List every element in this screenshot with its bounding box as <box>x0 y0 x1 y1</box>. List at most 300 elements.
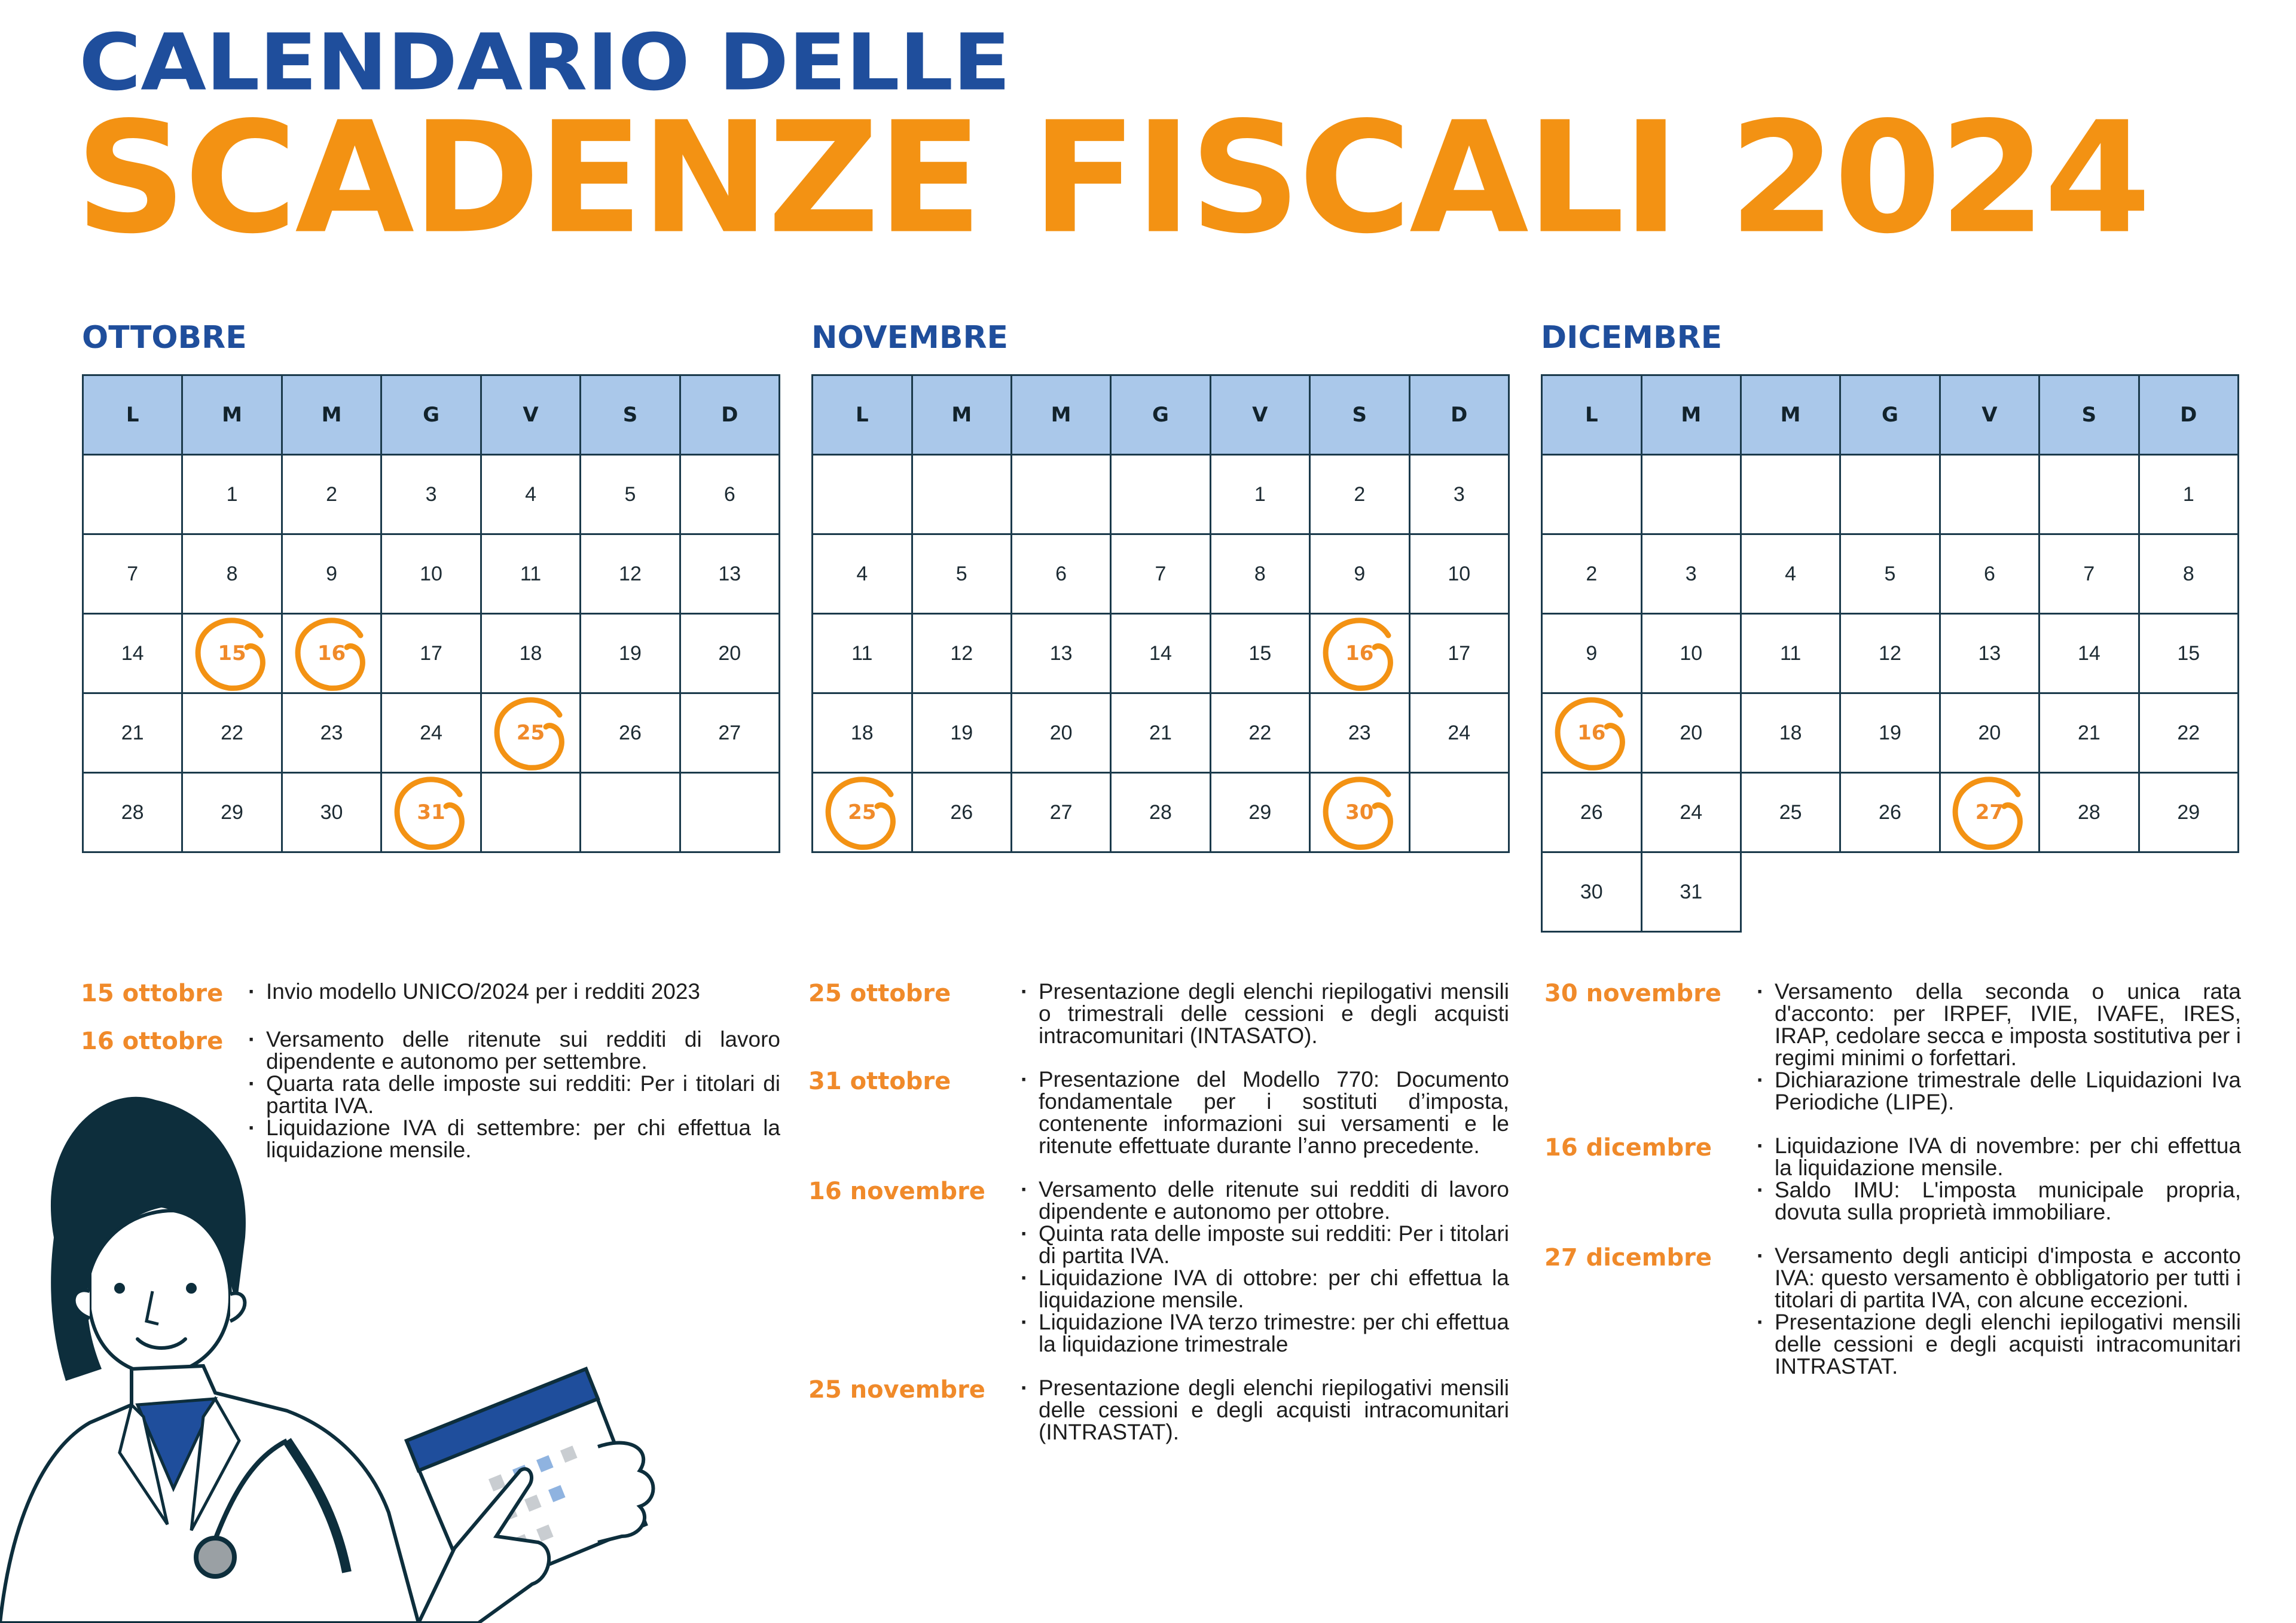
day-number: 29 <box>221 800 243 824</box>
day-number: 25 <box>516 721 545 745</box>
day-cell <box>1210 534 1309 614</box>
day-number: 13 <box>1049 641 1073 665</box>
day-cell <box>680 773 779 852</box>
day-cell <box>1111 455 1210 534</box>
day-number: 3 <box>1685 562 1697 585</box>
day-number: 28 <box>121 800 144 824</box>
day-cell <box>1741 455 1840 534</box>
day-cell-deadline <box>1940 773 2039 852</box>
day-cell <box>1011 773 1110 852</box>
day-cell <box>1940 614 2039 693</box>
day-number: 20 <box>1049 721 1073 744</box>
weekday-header: M <box>182 375 282 455</box>
deadline-date: 25 ottobre <box>808 980 951 1007</box>
weekday-header: D <box>1409 375 1509 455</box>
day-number: 21 <box>121 721 144 744</box>
deadline-date: 30 novembre <box>1544 980 1721 1007</box>
weekday-header: L <box>813 375 912 455</box>
day-number: 16 <box>1345 641 1374 665</box>
deadline-date: 25 novembre <box>808 1376 985 1404</box>
day-number: 7 <box>2083 562 2095 585</box>
deadline-item: · Presentazione degli elenchi riepilogativi mensili o trimestrali delle cessioni e degli acquisti intracomunitari (INTASATO). <box>1021 980 1509 1047</box>
month-grid <box>811 374 1510 853</box>
day-cell <box>83 614 182 693</box>
day-cell <box>481 614 581 693</box>
day-number: 30 <box>1580 880 1603 903</box>
day-number: 20 <box>1978 721 2001 744</box>
deadline-item: · Dichiarazione trimestrale delle Liquidazioni Iva Periodiche (LIPE). <box>1757 1069 2241 1113</box>
day-number: 14 <box>2077 641 2100 665</box>
day-number: 10 <box>1680 641 1703 665</box>
week-row <box>83 693 780 773</box>
day-cell <box>912 614 1011 693</box>
day-number: 31 <box>417 800 445 824</box>
day-number: 6 <box>1055 562 1067 585</box>
day-number: 20 <box>718 641 741 665</box>
deadline-items <box>1757 1135 2241 1223</box>
day-cell <box>2039 455 2139 534</box>
deadline-date: 16 dicembre <box>1544 1134 1712 1162</box>
day-cell <box>1641 852 1741 932</box>
day-cell <box>581 773 680 852</box>
day-cell <box>581 455 680 534</box>
day-number: 13 <box>718 562 741 585</box>
day-cell <box>1542 455 1642 534</box>
day-number: 12 <box>1879 641 1901 665</box>
day-number: 24 <box>1680 800 1703 824</box>
week-row <box>1542 773 2239 852</box>
day-cell-deadline <box>182 614 282 693</box>
title-line-2: SCADENZE FISCALI 2024 <box>75 88 2149 268</box>
day-number: 17 <box>420 641 442 665</box>
day-cell <box>381 693 481 773</box>
day-number: 24 <box>1448 721 1471 744</box>
day-number: 27 <box>1049 800 1073 824</box>
day-number: 1 <box>2182 482 2194 506</box>
day-cell <box>1542 614 1642 693</box>
day-cell <box>1741 614 1840 693</box>
day-number: 19 <box>950 721 973 744</box>
weekday-header: V <box>1210 375 1309 455</box>
day-cell <box>680 693 779 773</box>
day-number: 22 <box>221 721 243 744</box>
day-cell <box>1409 693 1509 773</box>
day-cell <box>2039 614 2139 693</box>
weekday-header: G <box>381 375 481 455</box>
deadline-item: · Versamento degli anticipi d'imposta e acconto IVA: questo versamento è obbligatorio per tutti i titolari di partita IVA, con alcune eccezioni. <box>1757 1245 2241 1311</box>
week-row <box>1542 534 2239 614</box>
day-cell <box>1641 614 1741 693</box>
weekday-header: M <box>282 375 381 455</box>
deadlines-column-2 <box>808 980 1509 1465</box>
weekday-header: L <box>83 375 182 455</box>
day-number: 26 <box>1580 800 1603 824</box>
week-row <box>83 455 780 534</box>
deadline-item: · Saldo IMU: L'imposta municipale propria, dovuta sulla proprietà immobiliare. <box>1757 1179 2241 1223</box>
deadline-items <box>1021 1178 1509 1355</box>
day-cell <box>182 534 282 614</box>
day-number: 11 <box>520 562 542 585</box>
week-row <box>83 534 780 614</box>
day-cell <box>381 534 481 614</box>
day-cell <box>1840 534 1940 614</box>
empty-space <box>2039 852 2139 932</box>
day-number: 9 <box>326 562 338 585</box>
day-number: 18 <box>519 641 542 665</box>
week-row <box>1542 614 2239 693</box>
day-number: 30 <box>320 800 343 824</box>
day-cell <box>1741 534 1840 614</box>
day-cell <box>2139 614 2238 693</box>
day-number: 26 <box>1879 800 1901 824</box>
deadline-item: · Versamento delle ritenute sui redditi di lavoro dipendente e autonomo per ottobre. <box>1021 1178 1509 1222</box>
day-cell-deadline <box>1310 614 1410 693</box>
deadline-item: · Presentazione degli elenchi iepilogativi mensili delle cessioni e degli acquisti intracomunitari INTRASTAT. <box>1757 1311 2241 1377</box>
day-number: 24 <box>420 721 442 744</box>
week-row <box>83 614 780 693</box>
day-number: 13 <box>1978 641 2001 665</box>
doctor-illustration <box>0 1058 676 1623</box>
weekday-header: S <box>581 375 680 455</box>
day-cell <box>282 534 381 614</box>
day-number: 6 <box>723 482 735 506</box>
deadline-items <box>248 980 700 1007</box>
deadline-item: · Versamento delle ritenute sui redditi di lavoro dipendente e autonomo per settembre. <box>248 1028 780 1072</box>
weekday-header: D <box>680 375 779 455</box>
day-cell <box>381 614 481 693</box>
deadline-item: · Versamento della seconda o unica rata d'acconto: per IRPEF, IVIE, IVAFE, IRES, IRAP, cedolare secca e imposta sostitutiva per i regimi minimi o forfettari. <box>1757 980 2241 1069</box>
weekday-header: V <box>1940 375 2039 455</box>
day-cell <box>2039 773 2139 852</box>
day-number: 21 <box>1149 721 1172 744</box>
day-cell <box>581 614 680 693</box>
month-title: DICEMBRE <box>1541 320 1723 356</box>
day-number: 29 <box>1248 800 1272 824</box>
day-cell <box>2139 773 2238 852</box>
day-number: 30 <box>1345 800 1374 824</box>
deadline-date: 31 ottobre <box>808 1068 951 1095</box>
day-number: 9 <box>1354 562 1366 585</box>
day-cell <box>1210 614 1309 693</box>
deadline-item: · Liquidazione IVA di settembre: per chi effettua la liquidazione mensile. <box>248 1117 780 1161</box>
doctor-coat <box>0 1366 419 1623</box>
empty-space <box>1840 852 1940 932</box>
day-cell <box>1840 773 1940 852</box>
weekday-header-row <box>83 375 780 455</box>
day-number: 28 <box>2077 800 2100 824</box>
deadline-items <box>1757 980 2241 1113</box>
day-number: 25 <box>1779 800 1802 824</box>
day-number: 8 <box>2182 562 2194 585</box>
day-number: 11 <box>851 641 873 665</box>
day-number: 15 <box>2177 641 2200 665</box>
day-cell <box>1741 693 1840 773</box>
day-number: 14 <box>121 641 144 665</box>
deadline-date: 16 ottobre <box>81 1028 224 1055</box>
day-number: 18 <box>850 721 874 744</box>
deadline-item: · Presentazione del Modello 770: Documento fondamentale per i sostituti d’imposta, contenente informazioni sui versamenti e le ritenute effettuate durante l’anno precedente. <box>1021 1068 1509 1157</box>
day-cell <box>1011 534 1110 614</box>
day-cell <box>680 455 779 534</box>
day-number: 19 <box>619 641 642 665</box>
day-cell <box>1840 455 1940 534</box>
day-cell <box>581 693 680 773</box>
deadline-items <box>1021 1377 1509 1443</box>
day-number: 16 <box>317 641 346 665</box>
day-cell <box>1310 693 1410 773</box>
day-cell-deadline <box>381 773 481 852</box>
weekday-header: S <box>2039 375 2139 455</box>
day-cell <box>1641 773 1741 852</box>
day-cell <box>1542 534 1642 614</box>
day-cell <box>1409 534 1509 614</box>
day-cell <box>2139 693 2238 773</box>
day-cell <box>1940 534 2039 614</box>
calendar-ottobre <box>82 317 780 853</box>
day-cell <box>1210 773 1309 852</box>
day-cell <box>1641 455 1741 534</box>
week-row <box>813 773 1509 852</box>
day-cell <box>1210 693 1309 773</box>
empty-space <box>1940 852 2039 932</box>
day-number: 2 <box>1354 482 1366 506</box>
day-cell <box>1542 773 1642 852</box>
day-cell <box>1409 455 1509 534</box>
day-number: 10 <box>1448 562 1471 585</box>
day-number: 11 <box>1779 641 1802 665</box>
day-cell <box>1210 455 1309 534</box>
deadline-item: · Liquidazione IVA di novembre: per chi effettua la liquidazione mensile. <box>1757 1135 2241 1179</box>
day-cell <box>2139 534 2238 614</box>
calendar-dicembre <box>1541 317 2239 933</box>
day-number: 21 <box>2077 721 2100 744</box>
day-cell <box>83 534 182 614</box>
deadline-item: · Presentazione degli elenchi riepilogativi mensili delle cessioni e degli acquisti intracomunitari (INTRASTAT). <box>1021 1377 1509 1443</box>
day-cell <box>680 534 779 614</box>
deadline-entry <box>808 980 1509 1047</box>
month-title: NOVEMBRE <box>811 320 1009 356</box>
day-cell <box>1409 773 1509 852</box>
day-cell <box>1310 534 1410 614</box>
day-cell <box>1111 534 1210 614</box>
deadline-item: · Liquidazione IVA di ottobre: per chi effettua la liquidazione mensile. <box>1021 1267 1509 1311</box>
day-number: 5 <box>955 562 967 585</box>
week-row <box>1542 693 2239 773</box>
day-number: 15 <box>1248 641 1272 665</box>
weekday-header: M <box>1741 375 1840 455</box>
day-cell <box>1940 693 2039 773</box>
day-number: 8 <box>226 562 238 585</box>
calendar-novembre <box>811 317 1510 853</box>
day-number: 26 <box>950 800 973 824</box>
month-grid <box>82 374 780 853</box>
day-cell <box>2039 693 2139 773</box>
day-cell <box>813 614 912 693</box>
weekday-header: V <box>481 375 581 455</box>
day-cell <box>1011 455 1110 534</box>
day-cell-deadline <box>1542 693 1642 773</box>
day-number: 26 <box>619 721 642 744</box>
day-number: 20 <box>1680 721 1703 744</box>
day-cell <box>83 693 182 773</box>
day-cell <box>1641 534 1741 614</box>
day-cell <box>1542 852 1642 932</box>
day-cell <box>2039 534 2139 614</box>
day-cell <box>182 773 282 852</box>
day-cell <box>912 534 1011 614</box>
day-cell-deadline <box>481 693 581 773</box>
deadline-items <box>1021 1068 1509 1157</box>
deadline-entry <box>808 1377 1509 1443</box>
day-cell <box>282 773 381 852</box>
day-number: 6 <box>1983 562 1995 585</box>
day-number: 14 <box>1149 641 1172 665</box>
day-number: 2 <box>326 482 338 506</box>
deadline-entry <box>808 1068 1509 1157</box>
day-number: 3 <box>1453 482 1465 506</box>
day-number: 12 <box>950 641 973 665</box>
day-number: 22 <box>2177 721 2200 744</box>
day-cell <box>282 455 381 534</box>
deadline-entry <box>1544 980 2241 1113</box>
day-cell <box>1111 693 1210 773</box>
week-row <box>813 614 1509 693</box>
weekday-header: L <box>1542 375 1642 455</box>
deadline-item: · Invio modello UNICO/2024 per i redditi 2023 <box>248 980 700 1002</box>
weekday-header: G <box>1840 375 1940 455</box>
day-cell <box>282 693 381 773</box>
day-cell <box>912 693 1011 773</box>
day-cell <box>1641 693 1741 773</box>
day-cell <box>1840 614 1940 693</box>
day-number: 7 <box>1155 562 1167 585</box>
day-cell <box>1940 455 2039 534</box>
month-grid <box>1541 374 2239 933</box>
day-number: 2 <box>1586 562 1598 585</box>
deadline-entry <box>1544 1245 2241 1377</box>
weekday-header: M <box>1011 375 1110 455</box>
day-number: 1 <box>1254 482 1266 506</box>
day-cell <box>1310 455 1410 534</box>
weekday-header: G <box>1111 375 1210 455</box>
day-number: 27 <box>718 721 741 744</box>
deadline-item: · Liquidazione IVA terzo trimestre: per chi effettua la liquidazione trimestrale <box>1021 1311 1509 1355</box>
day-number: 9 <box>1586 641 1598 665</box>
day-number: 16 <box>1577 721 1606 745</box>
day-cell <box>1840 693 1940 773</box>
week-row <box>1542 852 2239 932</box>
day-cell <box>83 773 182 852</box>
deadline-date: 27 dicembre <box>1544 1244 1712 1271</box>
day-cell <box>912 455 1011 534</box>
day-cell <box>1741 773 1840 852</box>
day-number: 3 <box>425 482 437 506</box>
weekday-header: S <box>1310 375 1410 455</box>
day-cell-deadline <box>813 773 912 852</box>
week-row <box>813 455 1509 534</box>
day-cell <box>1111 773 1210 852</box>
weekday-header: M <box>1641 375 1741 455</box>
day-cell <box>1409 614 1509 693</box>
day-number: 12 <box>619 562 642 585</box>
day-number: 29 <box>2177 800 2200 824</box>
day-cell <box>182 693 282 773</box>
weekday-header-row <box>1542 375 2239 455</box>
day-cell <box>912 773 1011 852</box>
day-cell <box>481 455 581 534</box>
day-number: 31 <box>1680 880 1703 903</box>
day-number: 22 <box>1248 721 1272 744</box>
week-row <box>1542 455 2239 534</box>
day-cell <box>813 534 912 614</box>
empty-space <box>2139 852 2238 932</box>
day-number: 5 <box>624 482 636 506</box>
day-number: 7 <box>127 562 139 585</box>
day-number: 1 <box>226 482 238 506</box>
empty-space <box>1741 852 1840 932</box>
week-row <box>813 693 1509 773</box>
day-number: 18 <box>1779 721 1802 744</box>
day-cell <box>381 455 481 534</box>
deadline-items <box>1757 1245 2241 1377</box>
day-number: 4 <box>856 562 868 585</box>
day-number: 15 <box>218 641 246 665</box>
day-number: 4 <box>1785 562 1797 585</box>
weekday-header-row <box>813 375 1509 455</box>
day-cell <box>1111 614 1210 693</box>
day-number: 23 <box>320 721 343 744</box>
day-number: 19 <box>1879 721 1901 744</box>
day-cell <box>1011 693 1110 773</box>
day-cell <box>680 614 779 693</box>
day-number: 4 <box>525 482 537 506</box>
day-cell <box>481 773 581 852</box>
day-number: 10 <box>420 562 442 585</box>
day-cell <box>813 693 912 773</box>
day-cell <box>182 455 282 534</box>
day-cell-deadline <box>1310 773 1410 852</box>
day-cell <box>481 534 581 614</box>
day-number: 23 <box>1348 721 1371 744</box>
day-cell <box>1011 614 1110 693</box>
deadline-entry <box>1544 1135 2241 1223</box>
day-number: 5 <box>1884 562 1896 585</box>
week-row <box>813 534 1509 614</box>
deadline-date: 15 ottobre <box>81 980 224 1007</box>
deadline-entry <box>81 980 780 1007</box>
deadline-items <box>1021 980 1509 1047</box>
deadlines-column-3 <box>1544 980 2241 1399</box>
day-number: 27 <box>1975 800 2004 824</box>
deadline-item: · Quarta rata delle imposte sui redditi: Per i titolari di partita IVA. <box>248 1072 780 1117</box>
day-cell <box>83 455 182 534</box>
weekday-header: D <box>2139 375 2238 455</box>
title-line-1: CALENDARIO DELLE <box>79 17 1010 108</box>
deadline-date: 16 novembre <box>808 1178 985 1205</box>
month-title: OTTOBRE <box>82 320 247 356</box>
week-row <box>83 773 780 852</box>
day-number: 28 <box>1149 800 1172 824</box>
weekday-header: M <box>912 375 1011 455</box>
day-cell <box>813 455 912 534</box>
day-number: 25 <box>848 800 877 824</box>
day-cell <box>2139 455 2238 534</box>
deadline-item: · Quinta rata delle imposte sui redditi: Per i titolari di partita IVA. <box>1021 1222 1509 1267</box>
day-number: 8 <box>1254 562 1266 585</box>
day-cell-deadline <box>282 614 381 693</box>
day-cell <box>581 534 680 614</box>
day-number: 17 <box>1448 641 1471 665</box>
